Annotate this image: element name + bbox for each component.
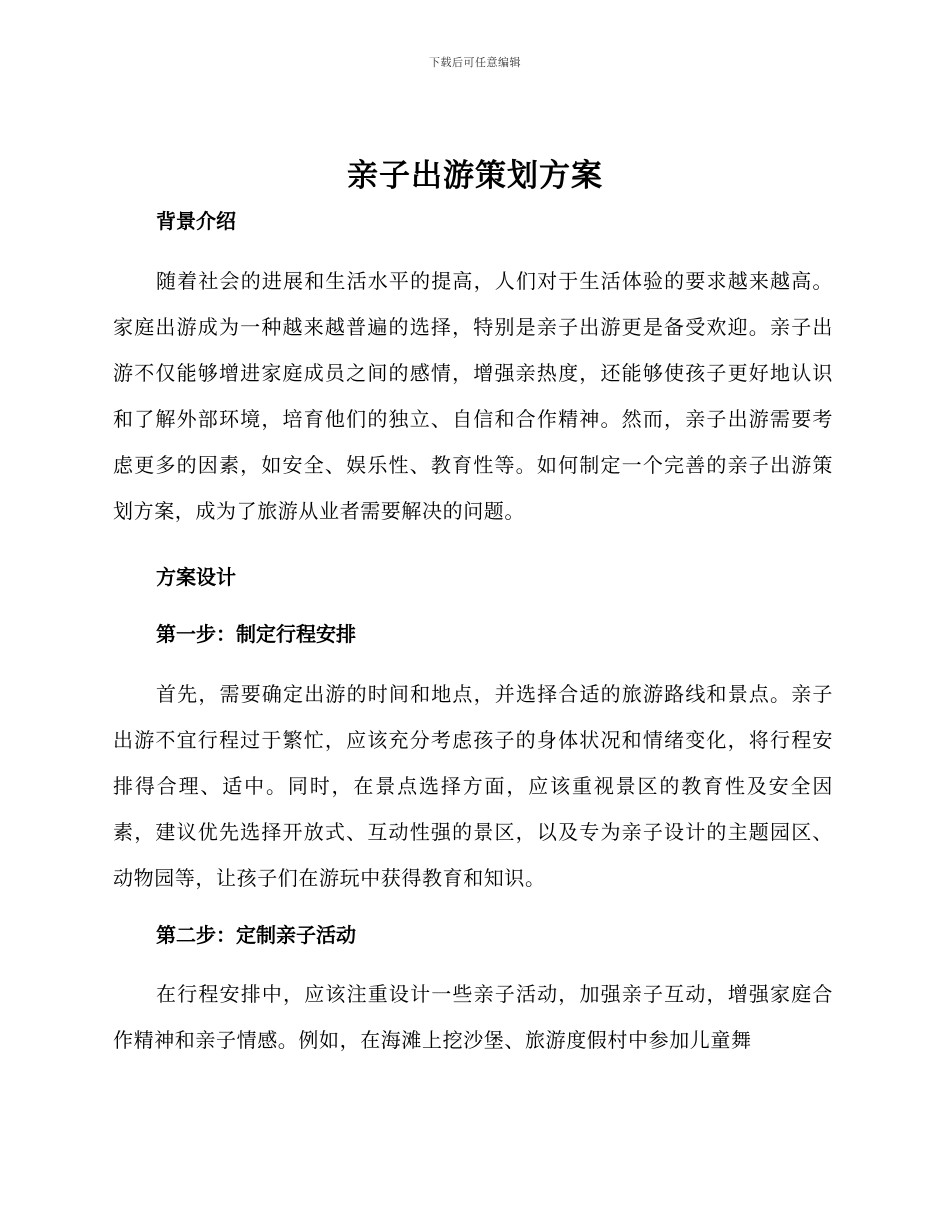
section-heading-step2: 第二步：定制亲子活动 [156,923,356,947]
section-heading-background: 背景介绍 [156,209,236,233]
paragraph-step2: 在行程安排中，应该注重设计一些亲子活动，加强亲子互动，增强家庭合作精神和亲子情感。例如，在海滩上挖沙堡、旅游度假村中参加儿童舞 [113,982,833,1052]
paragraph-background: 随着社会的进展和生活水平的提高，人们对于生活体验的要求越来越高。家庭出游成为一种越来越普遍的选择，特别是亲子出游更是备受欢迎。亲子出游不仅能够增进家庭成员之间的感情，增强亲热度，还能够使孩子更好地认识和了解外部环境，培育他们的独立、自信和合作精神。然而，亲子出游需要考虑更多的因素，如安全、娱乐性、教育性等。如何制定一个完善的亲子出游策划方案，成为了旅游从业者需要解决的问题。 [113,269,833,523]
header-note: 下载后可任意编辑 [429,56,521,69]
section-heading-design: 方案设计 [156,565,236,589]
document-body [113,201,833,1063]
paragraph-step1: 首先，需要确定出游的时间和地点，并选择合适的旅游路线和景点。亲子出游不宜行程过于繁忙，应该充分考虑孩子的身体状况和情绪变化，将行程安排得合理、适中。同时，在景点选择方面，应该重视景区的教育性及安全因素，建议优先选择开放式、互动性强的景区，以及专为亲子设计的主题园区、动物园等，让孩子们在游玩中获得教育和知识。 [113,682,833,890]
section-heading-step1: 第一步：制定行程安排 [156,622,356,646]
document-title: 亲子出游策划方案 [347,158,603,194]
